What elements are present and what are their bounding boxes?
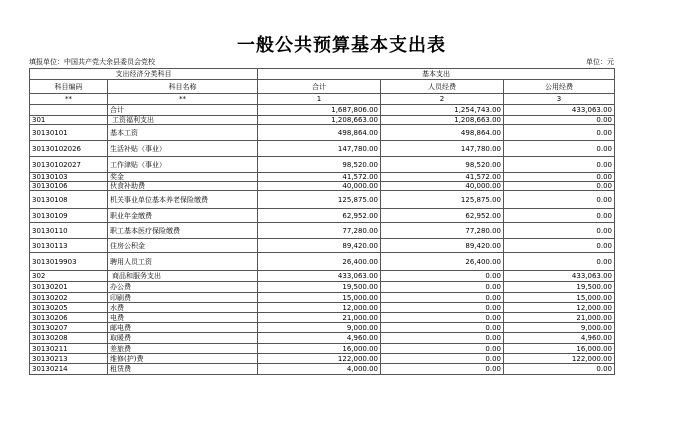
table-row xyxy=(30,333,615,344)
row-public: 0.00 xyxy=(504,173,615,182)
row-name: 奖金 xyxy=(108,173,258,182)
index-personnel: 2 xyxy=(381,94,504,105)
row-name: 机关事业单位基本养老保险缴费 xyxy=(108,191,258,209)
row-total: 19,500.00 xyxy=(258,282,381,293)
row-total: 77,280.00 xyxy=(258,223,381,239)
table-row xyxy=(30,344,615,354)
row-personnel: 0.00 xyxy=(381,271,504,282)
total-public: 433,063.00 xyxy=(504,105,615,116)
index-code: ** xyxy=(30,94,108,105)
row-public: 21,000.00 xyxy=(504,313,615,323)
row-name: 职业年金缴费 xyxy=(108,209,258,223)
row-total: 98,520.00 xyxy=(258,157,381,173)
row-total: 9,000.00 xyxy=(258,323,381,333)
row-code: 30130213 xyxy=(30,354,108,364)
row-public: 15,000.00 xyxy=(504,293,615,303)
row-code: 30130202 xyxy=(30,293,108,303)
header-personnel: 人员经费 xyxy=(381,80,504,94)
row-personnel: 89,420.00 xyxy=(381,239,504,253)
row-personnel: 0.00 xyxy=(381,293,504,303)
row-public: 0.00 xyxy=(504,191,615,209)
row-name: 基本工资 xyxy=(108,125,258,141)
row-public: 12,000.00 xyxy=(504,303,615,313)
row-code: 30130201 xyxy=(30,282,108,293)
row-total: 125,875.00 xyxy=(258,191,381,209)
row-public: 0.00 xyxy=(504,125,615,141)
row-code: 3013019903 xyxy=(30,253,108,271)
row-personnel: 147,780.00 xyxy=(381,141,504,157)
row-code: 30130206 xyxy=(30,313,108,323)
row-name: 办公费 xyxy=(108,282,258,293)
row-name: 住房公积金 xyxy=(108,239,258,253)
currency-unit: 单位：元 xyxy=(586,58,614,66)
row-name: 生活补贴（事业） xyxy=(108,141,258,157)
row-code: 30130207 xyxy=(30,323,108,333)
total-row xyxy=(30,105,615,116)
row-code: 30130109 xyxy=(30,209,108,223)
row-name: 水费 xyxy=(108,303,258,313)
row-code: 30130113 xyxy=(30,239,108,253)
table-row xyxy=(30,253,615,271)
row-code: 302 xyxy=(30,271,108,282)
row-total: 4,960.00 xyxy=(258,333,381,344)
total-label: 合计 xyxy=(108,105,258,116)
row-total: 40,000.00 xyxy=(258,182,381,191)
table-row xyxy=(30,173,615,182)
row-total: 147,780.00 xyxy=(258,141,381,157)
row-public: 0.00 xyxy=(504,209,615,223)
row-total: 26,400.00 xyxy=(258,253,381,271)
row-public: 0.00 xyxy=(504,364,615,375)
row-public: 0.00 xyxy=(504,239,615,253)
table-row xyxy=(30,293,615,303)
row-total: 41,572.00 xyxy=(258,173,381,182)
row-personnel: 26,400.00 xyxy=(381,253,504,271)
table-row xyxy=(30,223,615,239)
row-total: 12,000.00 xyxy=(258,303,381,313)
row-personnel: 0.00 xyxy=(381,364,504,375)
row-public: 9,000.00 xyxy=(504,323,615,333)
row-code: 30130102027 xyxy=(30,157,108,173)
table-row xyxy=(30,313,615,323)
row-name: 印刷费 xyxy=(108,293,258,303)
row-personnel: 498,864.00 xyxy=(381,125,504,141)
row-total: 4,000.00 xyxy=(258,364,381,375)
row-public: 16,000.00 xyxy=(504,344,615,354)
table-row xyxy=(30,354,615,364)
index-total: 1 xyxy=(258,94,381,105)
row-personnel: 0.00 xyxy=(381,282,504,293)
table-row xyxy=(30,191,615,209)
row-code: 30130102026 xyxy=(30,141,108,157)
header-total: 合计 xyxy=(258,80,381,94)
table-row xyxy=(30,157,615,173)
row-name: 聘用人员工资 xyxy=(108,253,258,271)
row-public: 122,000.00 xyxy=(504,354,615,364)
row-code: 30130214 xyxy=(30,364,108,375)
header-group-row xyxy=(30,69,615,80)
row-public: 4,960.00 xyxy=(504,333,615,344)
row-public: 0.00 xyxy=(504,223,615,239)
total-code xyxy=(30,105,108,116)
row-name: 邮电费 xyxy=(108,323,258,333)
row-name: 伙食补助费 xyxy=(108,182,258,191)
row-public: 0.00 xyxy=(504,141,615,157)
table-row xyxy=(30,323,615,333)
row-total: 498,864.00 xyxy=(258,125,381,141)
total-personnel: 1,254,743.00 xyxy=(381,105,504,116)
row-personnel: 41,572.00 xyxy=(381,173,504,182)
header-columns-row xyxy=(30,80,615,94)
table-row xyxy=(30,303,615,313)
index-public: 3 xyxy=(504,94,615,105)
row-total: 89,420.00 xyxy=(258,239,381,253)
row-code: 301 xyxy=(30,116,108,125)
row-personnel: 40,000.00 xyxy=(381,182,504,191)
row-total: 122,000.00 xyxy=(258,354,381,364)
row-personnel: 0.00 xyxy=(381,323,504,333)
row-name: 取暖费 xyxy=(108,333,258,344)
row-personnel: 77,280.00 xyxy=(381,223,504,239)
header-code: 科目编码 xyxy=(30,80,108,94)
table-row xyxy=(30,271,615,282)
row-public: 0.00 xyxy=(504,116,615,125)
row-personnel: 0.00 xyxy=(381,354,504,364)
row-code: 30130110 xyxy=(30,223,108,239)
row-code: 30130208 xyxy=(30,333,108,344)
row-code: 30130106 xyxy=(30,182,108,191)
row-name: 电费 xyxy=(108,313,258,323)
row-public: 0.00 xyxy=(504,182,615,191)
row-name: 工作津贴（事业） xyxy=(108,157,258,173)
row-personnel: 0.00 xyxy=(381,303,504,313)
header-index-row xyxy=(30,94,615,105)
page-title: 一般公共预算基本支出表 xyxy=(237,35,446,56)
row-name: 租赁费 xyxy=(108,364,258,375)
header-classification: 支出经济分类科目 xyxy=(30,69,258,80)
row-personnel: 125,875.00 xyxy=(381,191,504,209)
row-personnel: 1,208,663.00 xyxy=(381,116,504,125)
row-total: 15,000.00 xyxy=(258,293,381,303)
row-name: 工资福利支出 xyxy=(108,116,258,125)
budget-table xyxy=(29,68,615,375)
row-code: 30130108 xyxy=(30,191,108,209)
row-name: 职工基本医疗保险缴费 xyxy=(108,223,258,239)
row-total: 62,952.00 xyxy=(258,209,381,223)
table-row xyxy=(30,209,615,223)
table-row xyxy=(30,239,615,253)
row-name: 维修(护)费 xyxy=(108,354,258,364)
row-total: 433,063.00 xyxy=(258,271,381,282)
row-name: 商品和服务支出 xyxy=(108,271,258,282)
row-personnel: 0.00 xyxy=(381,344,504,354)
row-public: 433,063.00 xyxy=(504,271,615,282)
row-public: 0.00 xyxy=(504,157,615,173)
header-public: 公用经费 xyxy=(504,80,615,94)
row-personnel: 98,520.00 xyxy=(381,157,504,173)
table-row xyxy=(30,141,615,157)
table-row xyxy=(30,116,615,125)
row-name: 差旅费 xyxy=(108,344,258,354)
index-name: ** xyxy=(108,94,258,105)
table-row xyxy=(30,182,615,191)
table-row xyxy=(30,282,615,293)
row-personnel: 0.00 xyxy=(381,313,504,323)
row-public: 0.00 xyxy=(504,253,615,271)
row-code: 30130103 xyxy=(30,173,108,182)
row-total: 1,208,663.00 xyxy=(258,116,381,125)
row-total: 16,000.00 xyxy=(258,344,381,354)
row-total: 21,000.00 xyxy=(258,313,381,323)
header-basic-expenditure: 基本支出 xyxy=(258,69,615,80)
row-public: 19,500.00 xyxy=(504,282,615,293)
reporting-unit: 填报单位：中国共产党大余县委员会党校 xyxy=(29,58,155,66)
table-row xyxy=(30,364,615,375)
row-code: 30130205 xyxy=(30,303,108,313)
row-personnel: 0.00 xyxy=(381,333,504,344)
report-meta xyxy=(29,57,614,67)
row-personnel: 62,952.00 xyxy=(381,209,504,223)
table-row xyxy=(30,125,615,141)
row-code: 30130211 xyxy=(30,344,108,354)
total-sum: 1,687,806.00 xyxy=(258,105,381,116)
header-name: 科目名称 xyxy=(108,80,258,94)
row-code: 30130101 xyxy=(30,125,108,141)
